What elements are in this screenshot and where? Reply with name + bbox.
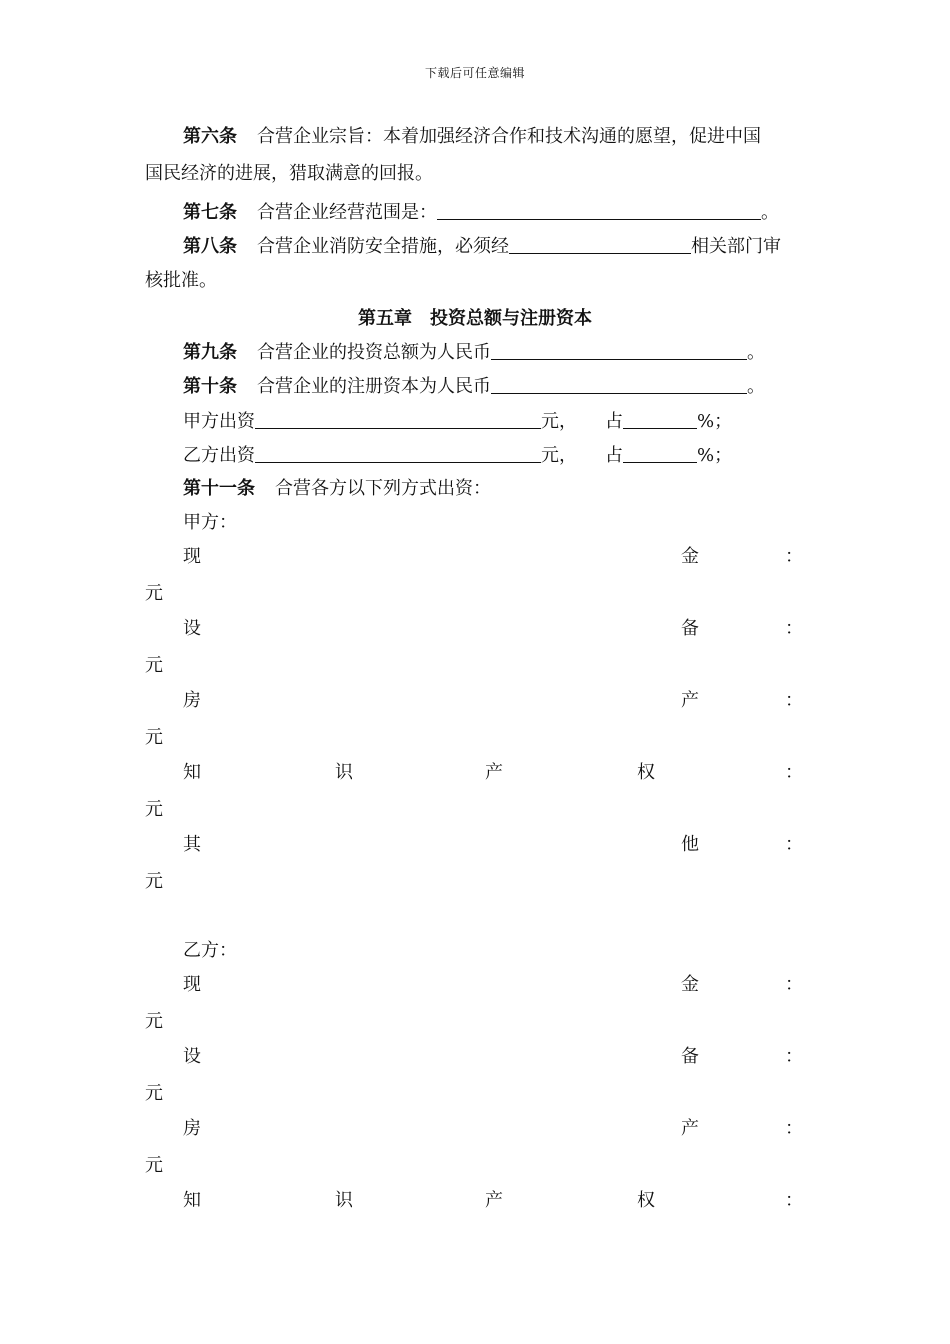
fire-safety-blank[interactable]	[509, 233, 691, 254]
party-a-contribution	[183, 408, 577, 434]
b-cash-char-2: 金	[681, 974, 699, 995]
article-6-text: 合营企业宗旨：本着加强经济合作和技术沟通的愿望，促进中国	[257, 126, 761, 147]
b-equipment-colon: ：	[785, 1046, 803, 1067]
a-other-char-1: 其	[183, 834, 201, 855]
a-other-yuan: 元	[145, 871, 163, 892]
party-b-amount-blank[interactable]	[255, 442, 541, 463]
total-investment-blank[interactable]	[491, 339, 747, 360]
a-property-char-1: 房	[183, 690, 201, 711]
a-cash-yuan: 元	[145, 583, 163, 604]
article-11-label: 第十一条	[183, 478, 255, 499]
a-ip-char-1: 知	[183, 762, 201, 783]
party-b-contribution	[183, 442, 577, 468]
party-b-heading: 乙方：	[183, 940, 237, 961]
article-9-label: 第九条	[183, 342, 237, 363]
party-a-zhan: 占	[605, 411, 623, 432]
a-cash-char-1: 现	[183, 546, 201, 567]
article-8-label: 第八条	[183, 236, 237, 257]
party-b-contribution-label: 乙方出资	[183, 445, 255, 466]
article-10-label: 第十条	[183, 376, 237, 397]
party-a-yuan: 元，	[541, 411, 577, 432]
a-other-colon: ：	[785, 834, 803, 855]
article-11	[183, 477, 491, 501]
party-b-percent-blank[interactable]	[623, 442, 697, 463]
party-a-pct: %；	[697, 411, 733, 432]
article-8-cont: 核批准。	[145, 270, 217, 291]
a-property-colon: ：	[785, 690, 803, 711]
b-property-char-1: 房	[183, 1118, 201, 1139]
party-a-contribution-label: 甲方出资	[183, 411, 255, 432]
article-9-end: 。	[747, 342, 765, 363]
b-ip-char-3: 产	[485, 1190, 503, 1211]
b-equipment-char-2: 备	[681, 1046, 699, 1067]
article-7-end: 。	[761, 202, 779, 223]
b-ip-colon: ：	[785, 1190, 803, 1211]
business-scope-blank[interactable]	[437, 199, 761, 220]
party-b-pct: %；	[697, 445, 733, 466]
party-b-share	[605, 442, 732, 468]
a-equipment-char-1: 设	[183, 618, 201, 639]
b-cash-char-1: 现	[183, 974, 201, 995]
b-ip-char-1: 知	[183, 1190, 201, 1211]
article-6-label: 第六条	[183, 126, 237, 147]
article-11-text: 合营各方以下列方式出资：	[275, 478, 491, 499]
a-equipment-char-2: 备	[681, 618, 699, 639]
article-10-end: 。	[747, 376, 765, 397]
b-ip-char-2: 识	[335, 1190, 353, 1211]
page-header: 下载后可任意编辑	[424, 66, 525, 80]
a-other-char-2: 他	[681, 834, 699, 855]
article-7	[183, 199, 779, 225]
a-equipment-colon: ：	[785, 618, 803, 639]
registered-capital-blank[interactable]	[491, 373, 747, 394]
a-ip-char-4: 权	[637, 762, 655, 783]
a-ip-char-2: 识	[335, 762, 353, 783]
party-b-zhan: 占	[605, 445, 623, 466]
b-ip-char-4: 权	[637, 1190, 655, 1211]
b-cash-yuan: 元	[145, 1011, 163, 1032]
b-property-char-2: 产	[681, 1118, 699, 1139]
a-cash-char-2: 金	[681, 546, 699, 567]
a-property-char-2: 产	[681, 690, 699, 711]
article-8-tail: 相关部门审	[691, 236, 781, 257]
article-8	[183, 233, 781, 259]
party-a-percent-blank[interactable]	[623, 408, 697, 429]
b-equipment-char-1: 设	[183, 1046, 201, 1067]
b-property-colon: ：	[785, 1118, 803, 1139]
party-a-share	[605, 408, 732, 434]
article-6	[183, 125, 761, 149]
a-equipment-yuan: 元	[145, 655, 163, 676]
b-equipment-yuan: 元	[145, 1083, 163, 1104]
article-9-text: 合营企业的投资总额为人民币	[257, 342, 491, 363]
party-b-yuan: 元，	[541, 445, 577, 466]
article-10	[183, 373, 765, 399]
b-property-yuan: 元	[145, 1155, 163, 1176]
article-9	[183, 339, 765, 365]
a-ip-colon: ：	[785, 762, 803, 783]
article-8-text: 合营企业消防安全措施，必须经	[257, 236, 509, 257]
a-ip-char-3: 产	[485, 762, 503, 783]
article-10-text: 合营企业的注册资本为人民币	[257, 376, 491, 397]
article-7-label: 第七条	[183, 202, 237, 223]
article-7-text: 合营企业经营范围是：	[257, 202, 437, 223]
a-ip-yuan: 元	[145, 799, 163, 820]
b-cash-colon: ：	[785, 974, 803, 995]
party-a-amount-blank[interactable]	[255, 408, 541, 429]
party-a-heading: 甲方：	[183, 512, 237, 533]
a-cash-colon: ：	[785, 546, 803, 567]
article-6-cont: 国民经济的进展，猎取满意的回报。	[145, 163, 433, 184]
a-property-yuan: 元	[145, 727, 163, 748]
chapter-5-title: 第五章 投资总额与注册资本	[358, 308, 592, 329]
